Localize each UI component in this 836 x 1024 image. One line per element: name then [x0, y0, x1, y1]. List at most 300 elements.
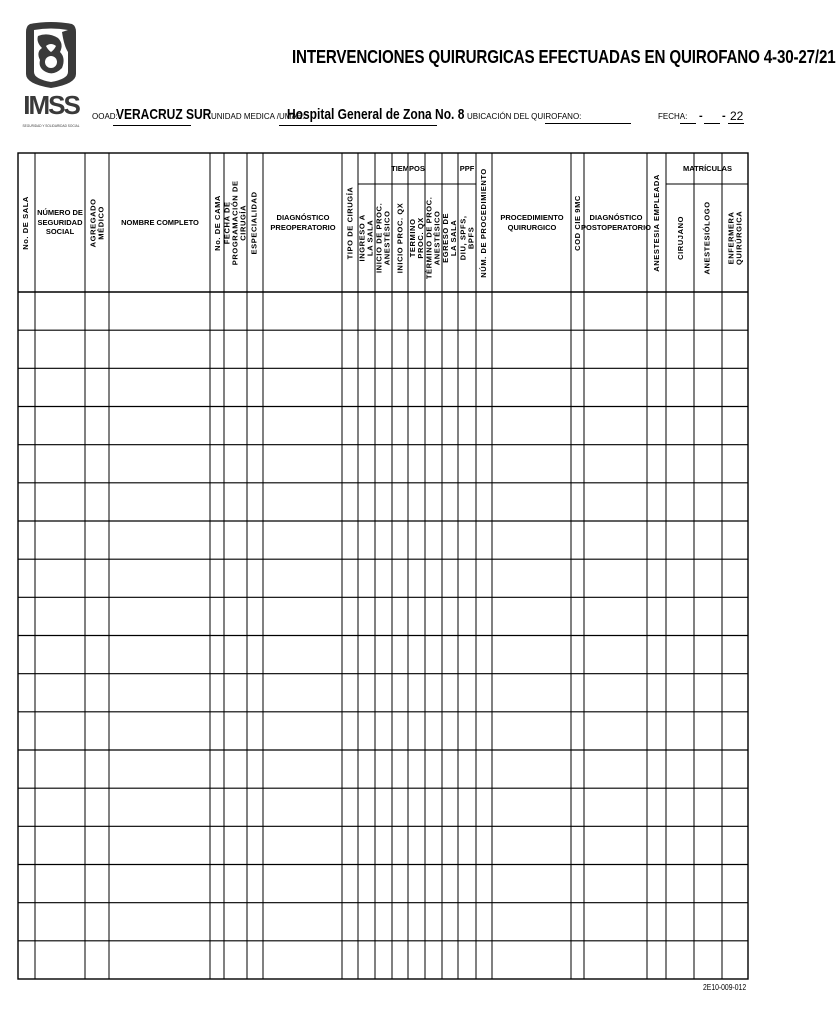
table-cell[interactable] — [695, 560, 721, 596]
table-cell[interactable] — [667, 598, 693, 634]
table-cell[interactable] — [443, 789, 457, 825]
table-cell[interactable] — [248, 598, 262, 634]
table-cell[interactable] — [493, 446, 570, 482]
table-cell[interactable] — [477, 598, 491, 634]
table-cell[interactable] — [459, 598, 475, 634]
table-cell[interactable] — [376, 598, 391, 634]
table-cell[interactable] — [86, 904, 108, 940]
table-cell[interactable] — [110, 713, 209, 749]
table-cell[interactable] — [211, 446, 223, 482]
table-cell[interactable] — [723, 484, 747, 520]
table-cell[interactable] — [264, 789, 341, 825]
table-cell[interactable] — [459, 789, 475, 825]
table-cell[interactable] — [695, 789, 721, 825]
table-cell[interactable] — [572, 369, 583, 405]
table-cell[interactable] — [19, 866, 34, 902]
table-cell[interactable] — [723, 827, 747, 863]
table-cell[interactable] — [376, 637, 391, 673]
table-cell[interactable] — [211, 751, 223, 787]
table-cell[interactable] — [264, 484, 341, 520]
table-cell[interactable] — [376, 866, 391, 902]
table-cell[interactable] — [667, 675, 693, 711]
table-cell[interactable] — [19, 675, 34, 711]
table-cell[interactable] — [343, 331, 357, 367]
table-cell[interactable] — [359, 408, 374, 444]
table-cell[interactable] — [409, 293, 424, 329]
table-cell[interactable] — [225, 675, 246, 711]
table-cell[interactable] — [86, 789, 108, 825]
table-cell[interactable] — [211, 331, 223, 367]
table-cell[interactable] — [723, 560, 747, 596]
table-cell[interactable] — [585, 369, 646, 405]
table-cell[interactable] — [343, 904, 357, 940]
table-cell[interactable] — [264, 827, 341, 863]
table-cell[interactable] — [459, 522, 475, 558]
table-cell[interactable] — [248, 675, 262, 711]
table-cell[interactable] — [264, 522, 341, 558]
table-cell[interactable] — [248, 331, 262, 367]
table-cell[interactable] — [376, 904, 391, 940]
table-cell[interactable] — [572, 789, 583, 825]
table-cell[interactable] — [426, 827, 441, 863]
table-cell[interactable] — [359, 675, 374, 711]
table-cell[interactable] — [572, 866, 583, 902]
table-cell[interactable] — [36, 675, 84, 711]
table-cell[interactable] — [393, 598, 407, 634]
table-cell[interactable] — [459, 369, 475, 405]
table-cell[interactable] — [343, 408, 357, 444]
table-cell[interactable] — [426, 866, 441, 902]
table-cell[interactable] — [426, 293, 441, 329]
table-cell[interactable] — [493, 560, 570, 596]
table-cell[interactable] — [695, 331, 721, 367]
table-cell[interactable] — [211, 789, 223, 825]
table-cell[interactable] — [359, 942, 374, 978]
table-cell[interactable] — [667, 522, 693, 558]
table-cell[interactable] — [248, 408, 262, 444]
table-cell[interactable] — [667, 637, 693, 673]
table-cell[interactable] — [493, 598, 570, 634]
table-cell[interactable] — [426, 904, 441, 940]
table-cell[interactable] — [248, 446, 262, 482]
table-cell[interactable] — [343, 751, 357, 787]
table-cell[interactable] — [648, 789, 665, 825]
table-cell[interactable] — [723, 637, 747, 673]
table-cell[interactable] — [211, 942, 223, 978]
table-cell[interactable] — [723, 598, 747, 634]
table-cell[interactable] — [409, 560, 424, 596]
table-cell[interactable] — [443, 446, 457, 482]
table-cell[interactable] — [477, 522, 491, 558]
table-cell[interactable] — [19, 293, 34, 329]
table-cell[interactable] — [86, 560, 108, 596]
table-cell[interactable] — [585, 408, 646, 444]
table-cell[interactable] — [477, 866, 491, 902]
table-cell[interactable] — [359, 904, 374, 940]
table-cell[interactable] — [723, 675, 747, 711]
table-cell[interactable] — [225, 408, 246, 444]
table-cell[interactable] — [409, 522, 424, 558]
table-cell[interactable] — [110, 369, 209, 405]
table-cell[interactable] — [667, 560, 693, 596]
table-cell[interactable] — [393, 904, 407, 940]
unidad-value[interactable]: Hospital General de Zona No. 8 — [287, 106, 465, 123]
table-cell[interactable] — [572, 751, 583, 787]
table-cell[interactable] — [443, 331, 457, 367]
table-cell[interactable] — [225, 598, 246, 634]
table-cell[interactable] — [695, 446, 721, 482]
table-cell[interactable] — [477, 751, 491, 787]
table-cell[interactable] — [359, 331, 374, 367]
table-cell[interactable] — [585, 751, 646, 787]
table-cell[interactable] — [459, 713, 475, 749]
table-cell[interactable] — [667, 789, 693, 825]
table-cell[interactable] — [211, 408, 223, 444]
table-cell[interactable] — [723, 904, 747, 940]
table-cell[interactable] — [695, 866, 721, 902]
table-cell[interactable] — [393, 789, 407, 825]
table-cell[interactable] — [648, 675, 665, 711]
table-cell[interactable] — [359, 369, 374, 405]
table-cell[interactable] — [86, 713, 108, 749]
table-cell[interactable] — [36, 446, 84, 482]
table-cell[interactable] — [264, 369, 341, 405]
table-cell[interactable] — [86, 446, 108, 482]
table-cell[interactable] — [426, 331, 441, 367]
table-cell[interactable] — [648, 751, 665, 787]
table-cell[interactable] — [110, 637, 209, 673]
table-cell[interactable] — [585, 942, 646, 978]
table-cell[interactable] — [86, 369, 108, 405]
table-cell[interactable] — [723, 446, 747, 482]
table-cell[interactable] — [459, 637, 475, 673]
table-cell[interactable] — [648, 522, 665, 558]
table-cell[interactable] — [110, 293, 209, 329]
table-cell[interactable] — [343, 866, 357, 902]
table-cell[interactable] — [211, 637, 223, 673]
table-cell[interactable] — [443, 827, 457, 863]
table-cell[interactable] — [359, 598, 374, 634]
table-cell[interactable] — [343, 522, 357, 558]
table-cell[interactable] — [248, 522, 262, 558]
table-cell[interactable] — [376, 751, 391, 787]
table-cell[interactable] — [225, 789, 246, 825]
table-cell[interactable] — [36, 827, 84, 863]
table-cell[interactable] — [443, 713, 457, 749]
table-cell[interactable] — [426, 675, 441, 711]
table-cell[interactable] — [585, 331, 646, 367]
table-cell[interactable] — [493, 522, 570, 558]
table-cell[interactable] — [648, 904, 665, 940]
table-cell[interactable] — [667, 904, 693, 940]
table-cell[interactable] — [264, 598, 341, 634]
table-cell[interactable] — [19, 560, 34, 596]
table-cell[interactable] — [477, 904, 491, 940]
table-cell[interactable] — [493, 484, 570, 520]
table-cell[interactable] — [248, 293, 262, 329]
table-cell[interactable] — [723, 942, 747, 978]
table-cell[interactable] — [211, 598, 223, 634]
table-cell[interactable] — [585, 598, 646, 634]
table-cell[interactable] — [211, 904, 223, 940]
table-cell[interactable] — [695, 369, 721, 405]
table-cell[interactable] — [459, 942, 475, 978]
table-cell[interactable] — [343, 827, 357, 863]
table-cell[interactable] — [110, 598, 209, 634]
table-cell[interactable] — [393, 408, 407, 444]
table-cell[interactable] — [426, 484, 441, 520]
table-cell[interactable] — [459, 446, 475, 482]
table-cell[interactable] — [459, 293, 475, 329]
table-cell[interactable] — [409, 904, 424, 940]
table-cell[interactable] — [110, 789, 209, 825]
table-cell[interactable] — [723, 293, 747, 329]
table-cell[interactable] — [36, 942, 84, 978]
table-cell[interactable] — [695, 293, 721, 329]
table-cell[interactable] — [723, 713, 747, 749]
table-cell[interactable] — [572, 598, 583, 634]
table-cell[interactable] — [376, 369, 391, 405]
table-cell[interactable] — [36, 293, 84, 329]
table-cell[interactable] — [343, 293, 357, 329]
table-cell[interactable] — [110, 522, 209, 558]
table-cell[interactable] — [426, 522, 441, 558]
table-cell[interactable] — [409, 827, 424, 863]
table-cell[interactable] — [477, 408, 491, 444]
table-cell[interactable] — [393, 293, 407, 329]
table-cell[interactable] — [695, 484, 721, 520]
table-cell[interactable] — [19, 904, 34, 940]
fecha-year[interactable]: 22 — [730, 109, 744, 123]
table-cell[interactable] — [264, 637, 341, 673]
table-cell[interactable] — [393, 522, 407, 558]
table-cell[interactable] — [477, 446, 491, 482]
table-cell[interactable] — [110, 560, 209, 596]
table-cell[interactable] — [36, 637, 84, 673]
table-cell[interactable] — [723, 369, 747, 405]
table-cell[interactable] — [211, 369, 223, 405]
table-cell[interactable] — [443, 293, 457, 329]
table-cell[interactable] — [376, 446, 391, 482]
table-cell[interactable] — [343, 637, 357, 673]
table-cell[interactable] — [110, 675, 209, 711]
table-cell[interactable] — [477, 484, 491, 520]
table-cell[interactable] — [426, 369, 441, 405]
table-cell[interactable] — [648, 293, 665, 329]
table-cell[interactable] — [264, 331, 341, 367]
table-cell[interactable] — [443, 866, 457, 902]
table-cell[interactable] — [19, 331, 34, 367]
table-cell[interactable] — [211, 522, 223, 558]
table-cell[interactable] — [695, 904, 721, 940]
table-cell[interactable] — [648, 331, 665, 367]
table-cell[interactable] — [493, 369, 570, 405]
table-cell[interactable] — [19, 942, 34, 978]
table-cell[interactable] — [86, 484, 108, 520]
table-cell[interactable] — [493, 637, 570, 673]
table-cell[interactable] — [376, 522, 391, 558]
table-cell[interactable] — [19, 751, 34, 787]
table-cell[interactable] — [248, 827, 262, 863]
table-cell[interactable] — [86, 827, 108, 863]
table-cell[interactable] — [493, 331, 570, 367]
table-cell[interactable] — [86, 293, 108, 329]
table-cell[interactable] — [409, 942, 424, 978]
table-cell[interactable] — [36, 369, 84, 405]
table-cell[interactable] — [493, 751, 570, 787]
table-cell[interactable] — [667, 866, 693, 902]
table-cell[interactable] — [409, 675, 424, 711]
table-cell[interactable] — [110, 942, 209, 978]
table-cell[interactable] — [723, 789, 747, 825]
table-cell[interactable] — [36, 408, 84, 444]
table-cell[interactable] — [343, 942, 357, 978]
table-cell[interactable] — [493, 675, 570, 711]
table-cell[interactable] — [376, 331, 391, 367]
table-cell[interactable] — [393, 637, 407, 673]
table-cell[interactable] — [409, 598, 424, 634]
table-cell[interactable] — [585, 293, 646, 329]
table-cell[interactable] — [572, 522, 583, 558]
table-cell[interactable] — [393, 675, 407, 711]
table-cell[interactable] — [343, 446, 357, 482]
table-cell[interactable] — [86, 637, 108, 673]
table-cell[interactable] — [359, 637, 374, 673]
table-cell[interactable] — [248, 789, 262, 825]
table-cell[interactable] — [585, 713, 646, 749]
table-cell[interactable] — [667, 713, 693, 749]
table-cell[interactable] — [359, 713, 374, 749]
table-cell[interactable] — [393, 866, 407, 902]
table-cell[interactable] — [723, 866, 747, 902]
table-cell[interactable] — [86, 942, 108, 978]
table-cell[interactable] — [376, 827, 391, 863]
table-cell[interactable] — [225, 866, 246, 902]
table-cell[interactable] — [493, 713, 570, 749]
table-cell[interactable] — [585, 789, 646, 825]
table-cell[interactable] — [443, 484, 457, 520]
table-cell[interactable] — [443, 942, 457, 978]
table-cell[interactable] — [36, 598, 84, 634]
table-cell[interactable] — [264, 408, 341, 444]
table-cell[interactable] — [225, 369, 246, 405]
table-cell[interactable] — [572, 408, 583, 444]
table-cell[interactable] — [459, 751, 475, 787]
table-cell[interactable] — [211, 293, 223, 329]
table-cell[interactable] — [110, 751, 209, 787]
table-cell[interactable] — [359, 484, 374, 520]
table-cell[interactable] — [343, 675, 357, 711]
table-cell[interactable] — [493, 789, 570, 825]
table-cell[interactable] — [409, 713, 424, 749]
table-cell[interactable] — [695, 522, 721, 558]
table-cell[interactable] — [343, 369, 357, 405]
table-cell[interactable] — [409, 484, 424, 520]
table-cell[interactable] — [426, 560, 441, 596]
table-cell[interactable] — [264, 866, 341, 902]
table-cell[interactable] — [376, 942, 391, 978]
table-cell[interactable] — [667, 751, 693, 787]
table-cell[interactable] — [86, 675, 108, 711]
table-cell[interactable] — [695, 942, 721, 978]
table-cell[interactable] — [359, 446, 374, 482]
table-cell[interactable] — [443, 598, 457, 634]
table-cell[interactable] — [359, 866, 374, 902]
table-cell[interactable] — [667, 331, 693, 367]
table-cell[interactable] — [376, 675, 391, 711]
table-cell[interactable] — [585, 904, 646, 940]
table-cell[interactable] — [493, 866, 570, 902]
table-cell[interactable] — [86, 408, 108, 444]
table-cell[interactable] — [443, 675, 457, 711]
table-cell[interactable] — [572, 446, 583, 482]
table-cell[interactable] — [572, 331, 583, 367]
table-cell[interactable] — [426, 713, 441, 749]
table-cell[interactable] — [211, 713, 223, 749]
table-cell[interactable] — [585, 446, 646, 482]
table-cell[interactable] — [426, 751, 441, 787]
table-cell[interactable] — [225, 293, 246, 329]
table-cell[interactable] — [409, 637, 424, 673]
table-cell[interactable] — [359, 293, 374, 329]
table-cell[interactable] — [493, 942, 570, 978]
table-cell[interactable] — [248, 866, 262, 902]
table-cell[interactable] — [667, 827, 693, 863]
table-cell[interactable] — [572, 484, 583, 520]
table-cell[interactable] — [376, 293, 391, 329]
table-cell[interactable] — [426, 637, 441, 673]
table-cell[interactable] — [648, 827, 665, 863]
table-cell[interactable] — [409, 369, 424, 405]
table-cell[interactable] — [86, 866, 108, 902]
table-cell[interactable] — [572, 904, 583, 940]
table-cell[interactable] — [211, 827, 223, 863]
table-cell[interactable] — [393, 446, 407, 482]
table-cell[interactable] — [409, 751, 424, 787]
table-cell[interactable] — [376, 408, 391, 444]
table-cell[interactable] — [264, 713, 341, 749]
table-cell[interactable] — [648, 408, 665, 444]
table-cell[interactable] — [443, 522, 457, 558]
table-cell[interactable] — [695, 637, 721, 673]
table-cell[interactable] — [477, 942, 491, 978]
table-cell[interactable] — [648, 866, 665, 902]
table-cell[interactable] — [443, 751, 457, 787]
table-cell[interactable] — [572, 675, 583, 711]
table-cell[interactable] — [393, 560, 407, 596]
table-cell[interactable] — [409, 789, 424, 825]
table-cell[interactable] — [393, 827, 407, 863]
table-cell[interactable] — [225, 446, 246, 482]
table-cell[interactable] — [19, 789, 34, 825]
table-cell[interactable] — [648, 637, 665, 673]
table-cell[interactable] — [110, 408, 209, 444]
table-cell[interactable] — [393, 713, 407, 749]
table-cell[interactable] — [359, 827, 374, 863]
table-cell[interactable] — [667, 293, 693, 329]
table-cell[interactable] — [459, 560, 475, 596]
table-cell[interactable] — [248, 637, 262, 673]
table-cell[interactable] — [110, 331, 209, 367]
table-cell[interactable] — [359, 560, 374, 596]
table-cell[interactable] — [477, 713, 491, 749]
table-cell[interactable] — [493, 293, 570, 329]
table-cell[interactable] — [695, 408, 721, 444]
table-cell[interactable] — [585, 484, 646, 520]
table-cell[interactable] — [648, 713, 665, 749]
table-cell[interactable] — [393, 751, 407, 787]
table-cell[interactable] — [343, 598, 357, 634]
